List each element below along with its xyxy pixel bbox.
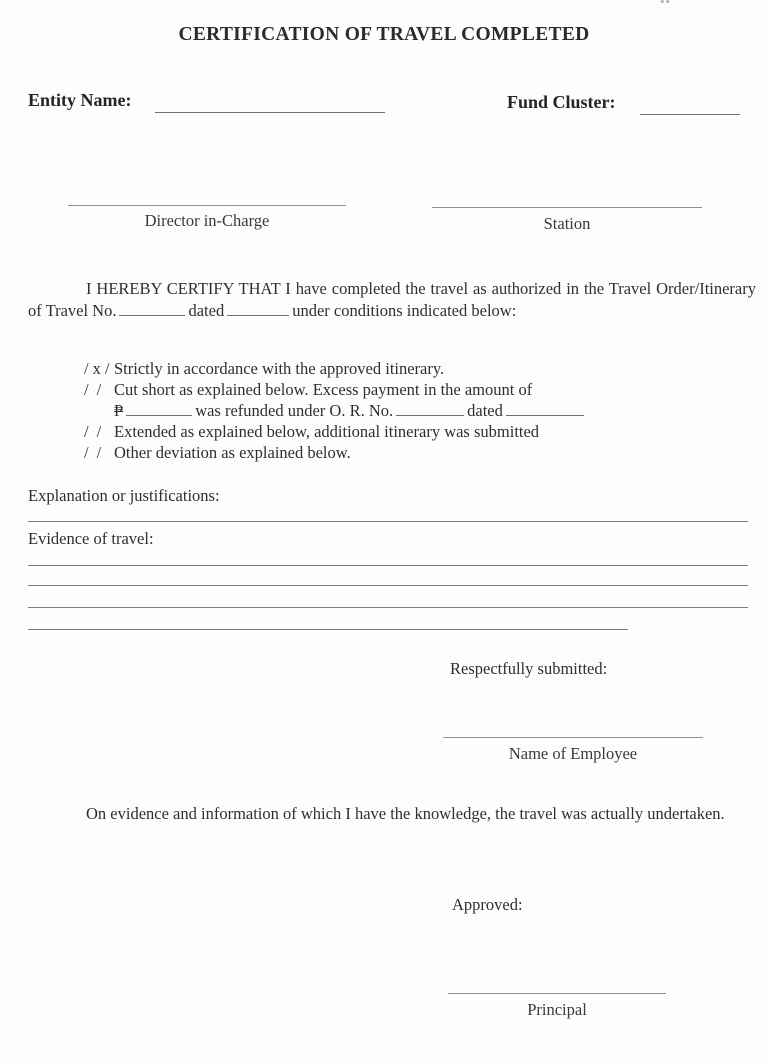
conditions-list: [84, 358, 587, 463]
checkbox-cutshort[interactable]: / /: [84, 380, 102, 399]
condition-label-cutshort: Cut short as explained below. Excess payment in the amount of: [114, 380, 533, 399]
page-corner-mark: ••: [660, 0, 672, 9]
evidence-label: Evidence of travel:: [28, 529, 154, 548]
checkbox-other[interactable]: / /: [84, 443, 102, 462]
condition-label-other: Other deviation as explained below.: [114, 443, 351, 462]
station-signature-input[interactable]: [432, 207, 702, 208]
checkbox-strict-mark: x: [92, 359, 101, 378]
entity-name-label: Entity Name:: [28, 90, 132, 110]
respectfully-submitted-label: Respectfully submitted:: [450, 659, 608, 678]
certification-lead-in: I HEREBY CERTIFY THAT I have completed the travel as authorized in the Travel Order/Itinerary of Travel No.: [28, 279, 756, 320]
refund-middle-text: was refunded under O. R. No.: [195, 401, 394, 420]
refund-detail-row: [84, 400, 587, 421]
condition-option-cutshort[interactable]: [84, 379, 587, 400]
refund-amount-input[interactable]: [126, 401, 192, 416]
director-signature-input[interactable]: [68, 205, 346, 206]
checkbox-extended[interactable]: / /: [84, 422, 102, 441]
condition-label-extended: Extended as explained below, additional itinerary was submitted: [114, 422, 540, 441]
refund-dated-input[interactable]: [506, 401, 584, 416]
explanation-label: Explanation or justifications:: [28, 486, 220, 505]
condition-option-extended[interactable]: [84, 421, 587, 442]
page-title: CERTIFICATION OF TRAVEL COMPLETED: [178, 24, 590, 45]
condition-option-strict[interactable]: [84, 358, 587, 379]
employee-name-label: Name of Employee: [508, 744, 638, 763]
travel-no-input[interactable]: [119, 301, 185, 316]
evidence-input-line-2[interactable]: [28, 585, 748, 586]
certification-dated-label: dated: [188, 301, 225, 320]
evidence-input-line-3[interactable]: [28, 607, 748, 608]
fund-cluster-input[interactable]: [640, 114, 740, 115]
explanation-input-line[interactable]: [28, 521, 748, 522]
attestation-text: On evidence and information of which I have the knowledge, the travel was actually undertaken.: [86, 804, 725, 823]
principal-signature-input[interactable]: [448, 993, 666, 994]
approved-label: Approved:: [452, 895, 523, 914]
employee-signature-input[interactable]: [443, 737, 703, 738]
director-label: Director in-Charge: [144, 211, 270, 230]
refund-dated-label: dated: [467, 401, 503, 420]
station-label: Station: [543, 214, 591, 233]
condition-label-strict: Strictly in accordance with the approved itinerary.: [114, 359, 445, 378]
checkbox-strict[interactable]: / x /: [84, 359, 110, 378]
attestation-paragraph: [28, 803, 756, 825]
evidence-input-line-1[interactable]: [28, 565, 748, 566]
travel-dated-input[interactable]: [227, 301, 289, 316]
certification-trailing: under conditions indicated below:: [292, 301, 517, 320]
principal-label: Principal: [527, 1000, 587, 1019]
evidence-input-line-4[interactable]: [28, 629, 628, 630]
entity-name-input[interactable]: [155, 112, 385, 113]
peso-sign: ₱: [114, 401, 124, 420]
condition-option-other[interactable]: [84, 442, 587, 463]
or-number-input[interactable]: [396, 401, 464, 416]
fund-cluster-label: Fund Cluster:: [507, 92, 616, 112]
certification-paragraph: [28, 278, 756, 322]
